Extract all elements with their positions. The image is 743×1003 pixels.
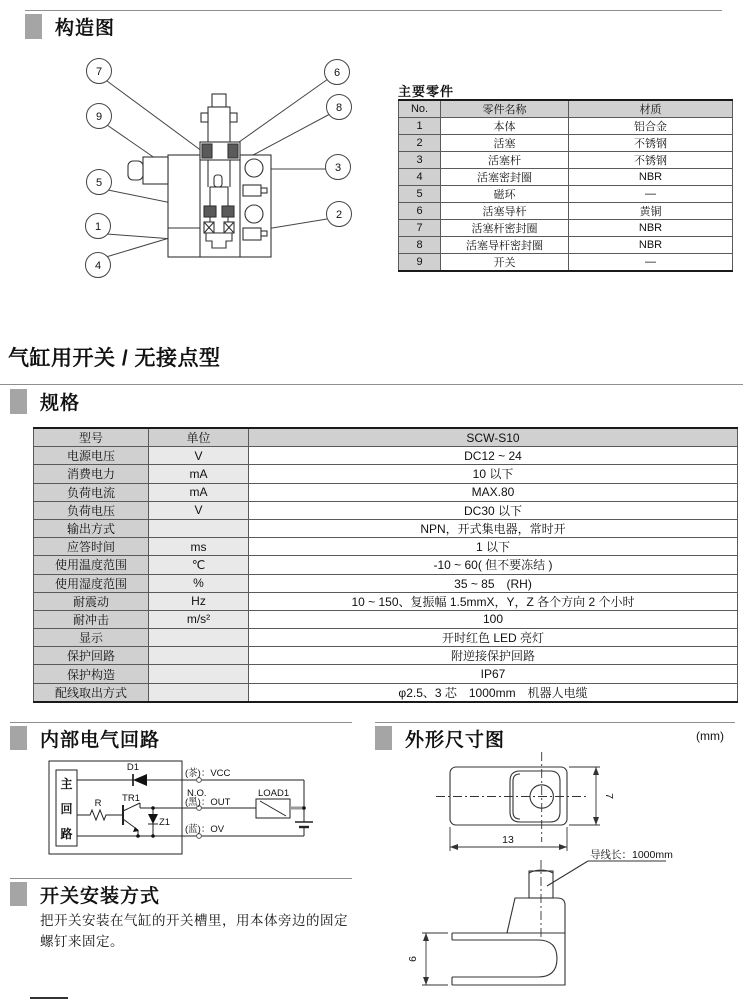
table-cell: 4 bbox=[399, 169, 441, 186]
parts-col-material: 材质 bbox=[569, 100, 733, 118]
table-row bbox=[34, 501, 738, 519]
spec-table bbox=[33, 427, 738, 703]
table-row bbox=[399, 186, 733, 203]
table-cell bbox=[149, 629, 249, 647]
resistor-symbol bbox=[77, 810, 123, 820]
table-cell: 耐震动 bbox=[34, 592, 149, 610]
table-cell: 6 bbox=[399, 203, 441, 220]
table-cell: 2 bbox=[399, 135, 441, 152]
table-cell: 活塞杆密封圈 bbox=[441, 220, 569, 237]
cylinder-section-drawing bbox=[128, 94, 271, 257]
table-cell bbox=[149, 683, 249, 702]
label-z1: Z1 bbox=[159, 817, 171, 828]
table-cell: 开时红色 LED 亮灯 bbox=[249, 629, 738, 647]
section-title-circuit: 内部电气回路 bbox=[40, 730, 161, 751]
spec-col-model: 型号 bbox=[34, 428, 149, 447]
svg-text:路: 路 bbox=[60, 827, 73, 841]
table-cell: NBR bbox=[569, 220, 733, 237]
dim-width-value: 13 bbox=[502, 834, 514, 846]
table-row bbox=[399, 169, 733, 186]
table-row bbox=[34, 538, 738, 556]
table-cell: φ2.5、3 芯 1000mm 机器人电缆 bbox=[249, 683, 738, 702]
table-row bbox=[34, 483, 738, 501]
callout-2: 2 bbox=[335, 209, 343, 221]
circuit-section-rule bbox=[10, 722, 352, 723]
table-cell: 输出方式 bbox=[34, 519, 149, 537]
switch-top-view bbox=[450, 767, 567, 825]
table-cell: — bbox=[569, 254, 733, 272]
table-cell: 黄铜 bbox=[569, 203, 733, 220]
parts-header-row bbox=[399, 100, 733, 118]
table-cell: 100 bbox=[249, 610, 738, 628]
svg-text:回: 回 bbox=[60, 802, 73, 816]
wire-length-label: 导线长：1000mm bbox=[590, 849, 673, 861]
table-cell: NBR bbox=[569, 169, 733, 186]
table-row bbox=[34, 647, 738, 665]
table-cell: NBR bbox=[569, 237, 733, 254]
table-cell: mA bbox=[149, 483, 249, 501]
table-cell bbox=[149, 647, 249, 665]
section-title-construction: 构造图 bbox=[55, 18, 116, 39]
table-cell: 电源电压 bbox=[34, 447, 149, 465]
top-rule bbox=[25, 10, 722, 11]
dim-side-height-value: 6 bbox=[407, 956, 419, 962]
table-cell: % bbox=[149, 574, 249, 592]
table-row bbox=[34, 629, 738, 647]
table-cell: 5 bbox=[399, 186, 441, 203]
table-row bbox=[399, 152, 733, 169]
table-cell: 8 bbox=[399, 237, 441, 254]
mounting-section-rule bbox=[10, 878, 352, 879]
dim-height-value: 7 bbox=[603, 793, 615, 799]
dim-arrowheads bbox=[423, 767, 599, 985]
parts-table bbox=[398, 99, 733, 272]
table-cell: 7 bbox=[399, 220, 441, 237]
spec-header-row bbox=[34, 428, 738, 447]
section-title-mounting: 开关安装方式 bbox=[40, 886, 161, 907]
table-cell: 开关 bbox=[441, 254, 569, 272]
diode-d1-symbol bbox=[133, 774, 147, 786]
cable-boss bbox=[507, 898, 565, 933]
table-cell: V bbox=[149, 447, 249, 465]
table-row bbox=[34, 665, 738, 683]
parts-col-no: No. bbox=[399, 100, 441, 118]
table-row bbox=[399, 135, 733, 152]
table-cell: MAX.80 bbox=[249, 483, 738, 501]
table-cell: -10 ~ 60( 但不要冻结 ) bbox=[249, 556, 738, 574]
label-vcc: (茶)：VCC bbox=[185, 768, 231, 779]
switch-slot-profile bbox=[452, 940, 557, 977]
spec-col-value: SCW-S10 bbox=[249, 428, 738, 447]
table-cell: 活塞导杆 bbox=[441, 203, 569, 220]
table-cell: m/s² bbox=[149, 610, 249, 628]
table-cell: 保护构造 bbox=[34, 665, 149, 683]
switch-section-title: 气缸用开关 / 无接点型 bbox=[8, 347, 221, 370]
label-tr1: TR1 bbox=[122, 793, 140, 804]
spec-col-unit: 单位 bbox=[149, 428, 249, 447]
label-load1: LOAD1 bbox=[258, 788, 290, 799]
table-cell: 负荷电流 bbox=[34, 483, 149, 501]
label-ov: (蓝)：OV bbox=[185, 824, 225, 835]
table-cell: 使用温度范围 bbox=[34, 556, 149, 574]
table-row bbox=[34, 610, 738, 628]
callout-4: 4 bbox=[94, 260, 102, 272]
table-row bbox=[399, 237, 733, 254]
parts-table-title: 主要零件 bbox=[398, 84, 455, 99]
table-row bbox=[399, 220, 733, 237]
section-accent-square bbox=[10, 882, 27, 906]
svg-text:主: 主 bbox=[60, 777, 73, 791]
table-cell: IP67 bbox=[249, 665, 738, 683]
table-cell: NPN，开式集电器，常时开 bbox=[249, 519, 738, 537]
switch-section-rule bbox=[0, 384, 743, 385]
table-cell: 35 ~ 85 (RH) bbox=[249, 574, 738, 592]
table-cell: 耐冲击 bbox=[34, 610, 149, 628]
main-loop-label bbox=[60, 776, 72, 841]
section-title-spec: 规格 bbox=[40, 393, 81, 414]
table-row bbox=[34, 574, 738, 592]
table-cell: — bbox=[569, 186, 733, 203]
table-cell: 10 ~ 150、复振幅 1.5mmX，Y，Z 各个方向 2 个小时 bbox=[249, 592, 738, 610]
table-cell: 不锈钢 bbox=[569, 152, 733, 169]
section-accent-square bbox=[375, 726, 392, 750]
section-accent-square bbox=[10, 726, 27, 750]
table-row bbox=[399, 254, 733, 272]
table-cell: 活塞导杆密封圈 bbox=[441, 237, 569, 254]
table-cell: DC12 ~ 24 bbox=[249, 447, 738, 465]
table-cell: Hz bbox=[149, 592, 249, 610]
table-cell: 铝合金 bbox=[569, 118, 733, 135]
table-cell: 3 bbox=[399, 152, 441, 169]
table-cell: 活塞 bbox=[441, 135, 569, 152]
table-row bbox=[34, 592, 738, 610]
table-cell: 本体 bbox=[441, 118, 569, 135]
section-accent-square bbox=[10, 389, 27, 414]
circuit-diagram bbox=[45, 757, 337, 857]
callout-6: 6 bbox=[333, 67, 341, 79]
table-cell: ℃ bbox=[149, 556, 249, 574]
table-cell: ms bbox=[149, 538, 249, 556]
table-cell bbox=[149, 519, 249, 537]
table-cell: 消费电力 bbox=[34, 465, 149, 483]
dims-unit-note: (mm) bbox=[696, 729, 724, 743]
table-cell bbox=[149, 665, 249, 683]
callout-9: 9 bbox=[95, 111, 103, 123]
label-d1: D1 bbox=[126, 762, 140, 773]
construction-diagram bbox=[60, 55, 380, 300]
callout-1: 1 bbox=[94, 221, 102, 233]
table-cell: mA bbox=[149, 465, 249, 483]
table-cell: 不锈钢 bbox=[569, 135, 733, 152]
table-row bbox=[34, 683, 738, 702]
zener-z1-symbol bbox=[148, 814, 158, 824]
table-cell: 保护回路 bbox=[34, 647, 149, 665]
label-r: R bbox=[94, 798, 102, 809]
table-cell: 负荷电压 bbox=[34, 501, 149, 519]
table-cell: 活塞杆 bbox=[441, 152, 569, 169]
table-cell: 9 bbox=[399, 254, 441, 272]
table-cell: 配线取出方式 bbox=[34, 683, 149, 702]
table-row bbox=[34, 447, 738, 465]
page-bottom-artifact bbox=[30, 997, 68, 999]
table-cell: V bbox=[149, 501, 249, 519]
table-cell: 显示 bbox=[34, 629, 149, 647]
callout-8: 8 bbox=[335, 102, 343, 114]
mounting-instructions: 把开关安装在气缸的开关槽里，用本体旁边的固定螺钉来固定。 bbox=[40, 913, 348, 949]
callout-3: 3 bbox=[334, 162, 342, 174]
dims-section-rule bbox=[375, 722, 735, 723]
table-row bbox=[34, 465, 738, 483]
parts-col-name: 零件名称 bbox=[441, 100, 569, 118]
table-row bbox=[399, 118, 733, 135]
label-out: (黑)：OUT bbox=[185, 797, 231, 808]
callout-5: 5 bbox=[95, 177, 103, 189]
section-accent-square bbox=[25, 14, 42, 39]
table-cell: DC30 以下 bbox=[249, 501, 738, 519]
table-cell: 1 bbox=[399, 118, 441, 135]
table-row bbox=[34, 519, 738, 537]
table-row bbox=[34, 556, 738, 574]
section-title-dims: 外形尺寸图 bbox=[405, 730, 506, 751]
table-cell: 活塞密封圈 bbox=[441, 169, 569, 186]
label-no: N.O. bbox=[187, 788, 207, 799]
table-cell: 磁环 bbox=[441, 186, 569, 203]
table-row bbox=[399, 203, 733, 220]
table-cell: 使用湿度范围 bbox=[34, 574, 149, 592]
table-cell: 10 以下 bbox=[249, 465, 738, 483]
table-cell: 应答时间 bbox=[34, 538, 149, 556]
callout-7: 7 bbox=[95, 66, 103, 78]
table-cell: 附逆接保护回路 bbox=[249, 647, 738, 665]
table-cell: 1 以下 bbox=[249, 538, 738, 556]
dimension-drawing bbox=[407, 750, 730, 1003]
